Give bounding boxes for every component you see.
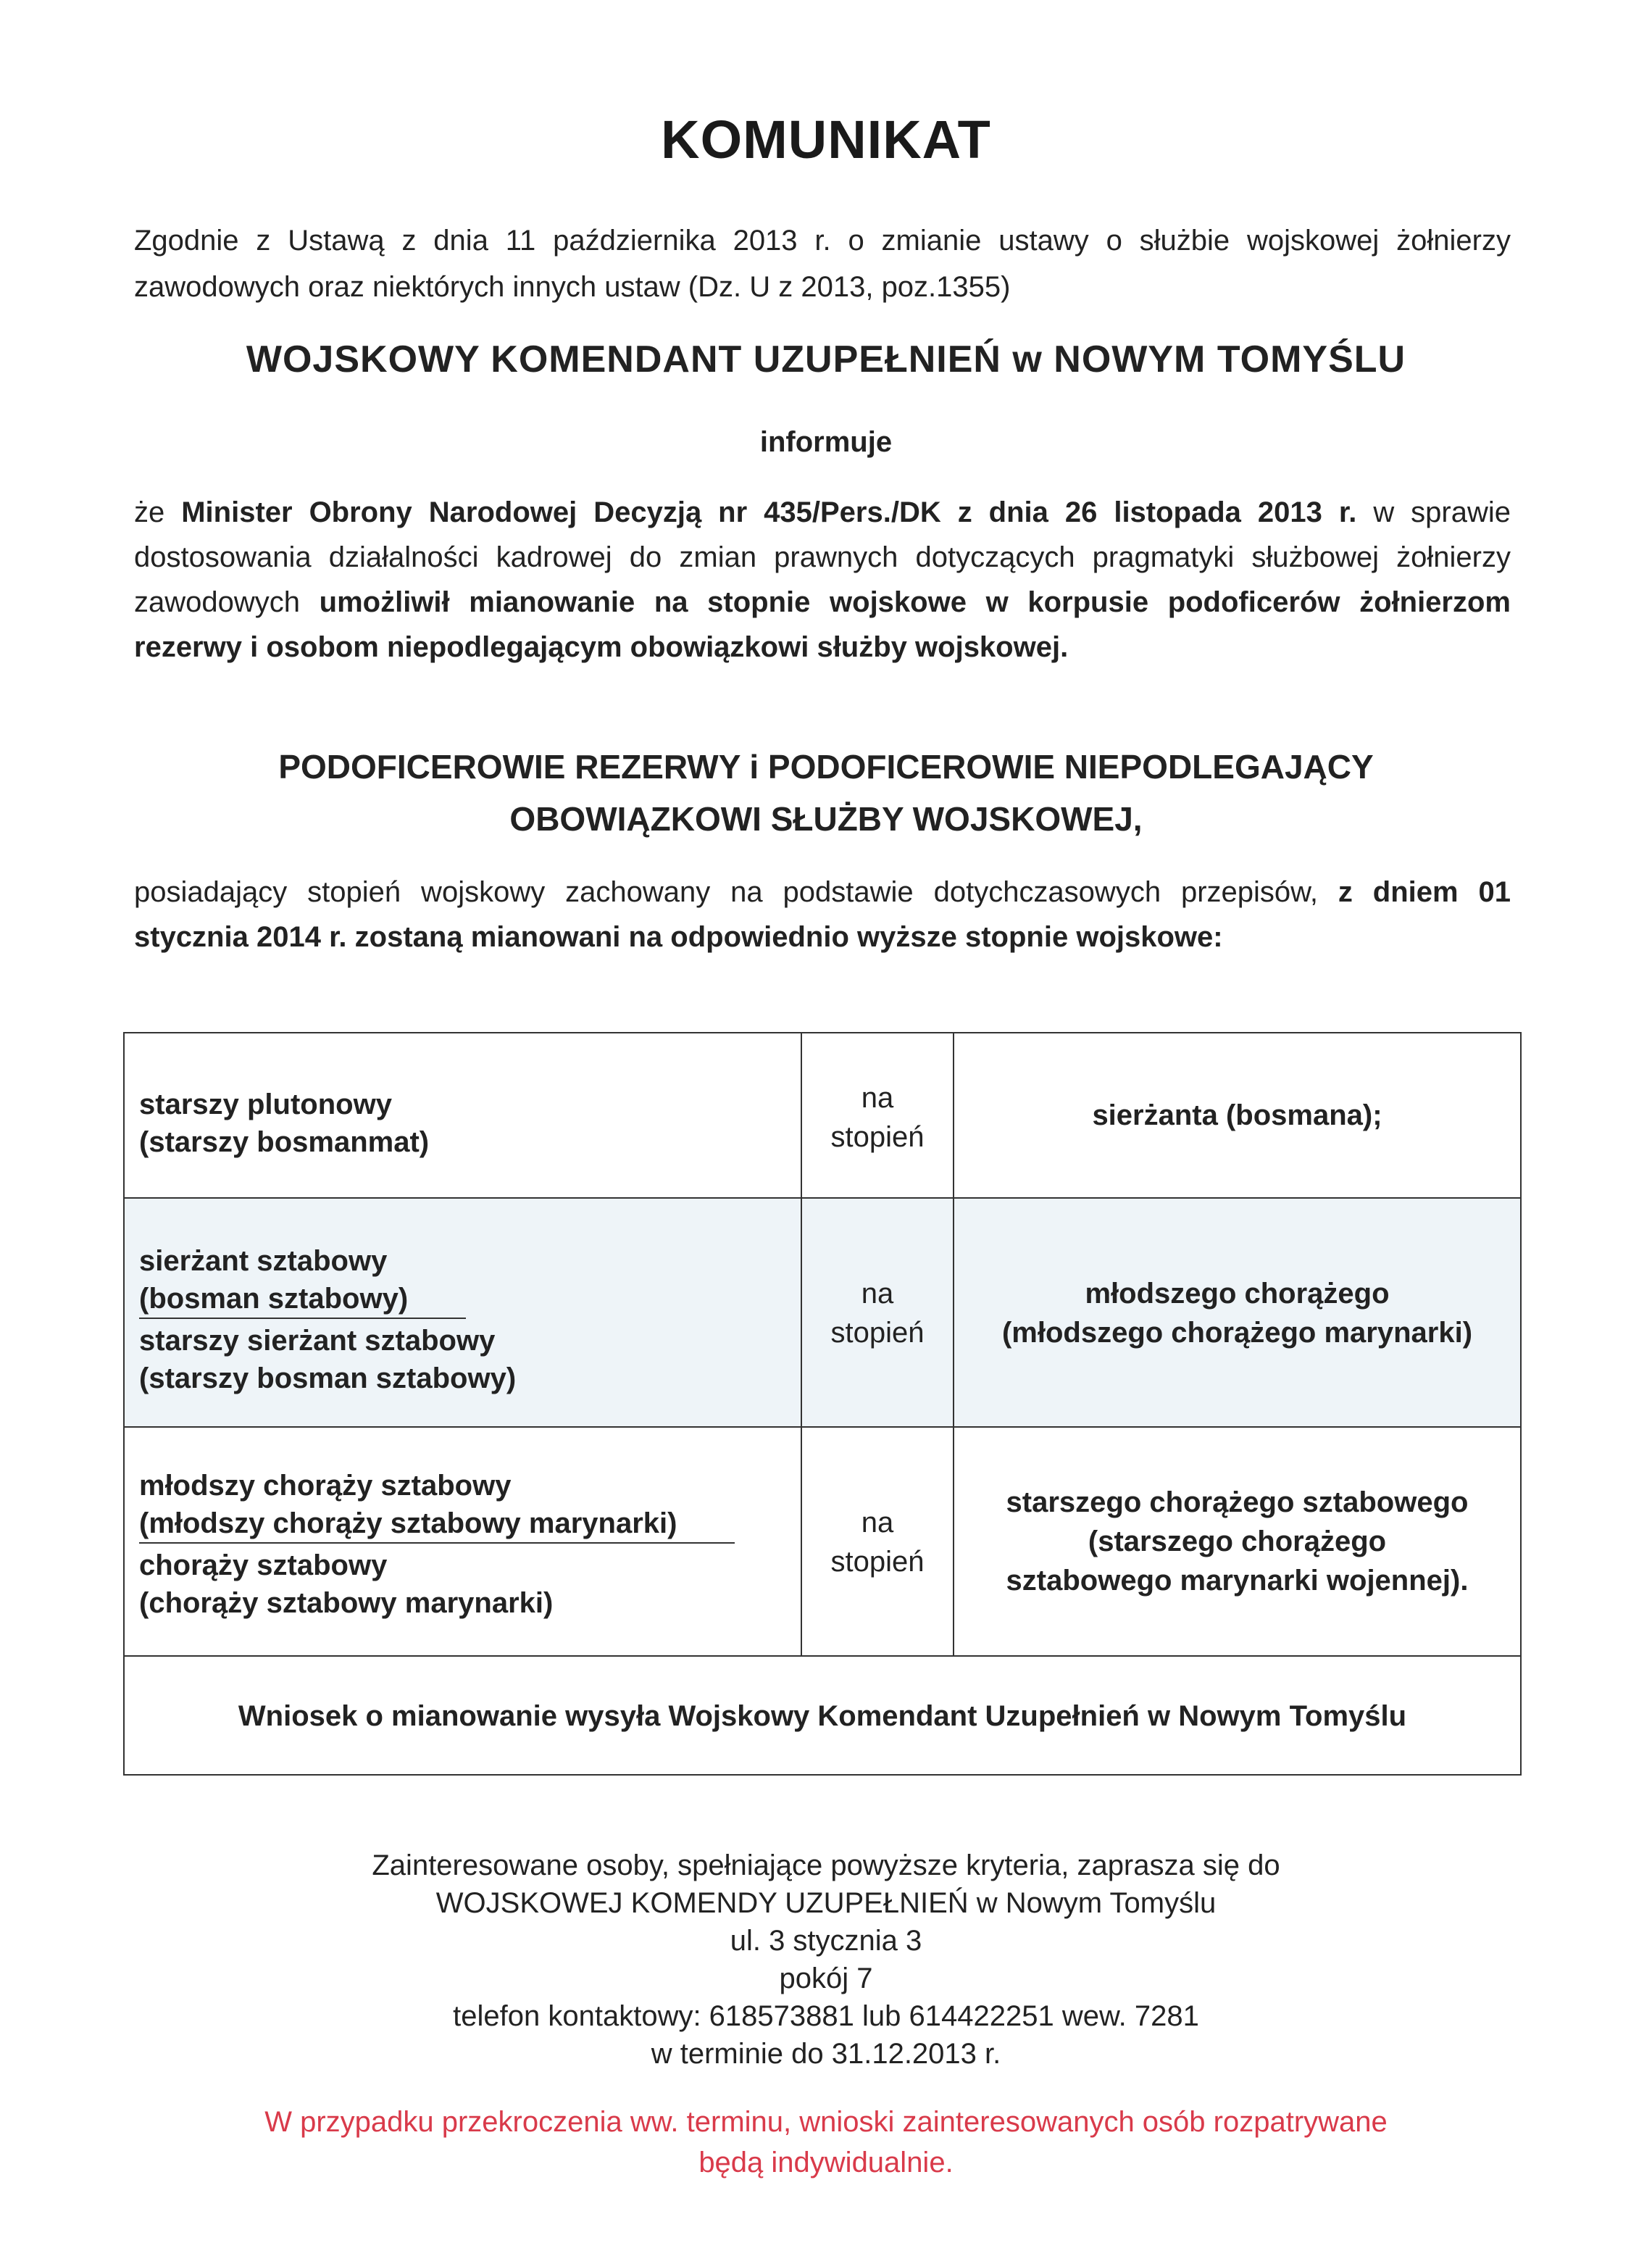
rank-name-naval: (młodszy chorąży sztabowy marynarki) bbox=[139, 1507, 677, 1539]
rank-name: sierżant sztabowy bbox=[139, 1245, 388, 1277]
subheading-line-2: OBOWIĄZKOWI SŁUŻBY WOJSKOWEJ, bbox=[509, 800, 1143, 838]
table-row bbox=[125, 1033, 1520, 1199]
target-rank-line: starszego chorążego sztabowego bbox=[1006, 1486, 1469, 1518]
decision-bold-1: Minister Obrony Narodowej Decyzją nr 435/Pers./DK z dnia 26 listopada 2013 r. bbox=[181, 496, 1357, 528]
na-word: na bbox=[861, 1507, 894, 1539]
stopien-word: stopień bbox=[830, 1121, 925, 1153]
rank-label bbox=[139, 1322, 516, 1397]
contact-line: Zainteresowane osoby, spełniające powyższe kryteria, zaprasza się do bbox=[372, 1849, 1280, 1881]
stopien-word: stopień bbox=[830, 1317, 925, 1349]
table-cell-na-stopien bbox=[802, 1428, 954, 1655]
rank-label bbox=[139, 1547, 553, 1622]
table-cell-na-stopien bbox=[802, 1033, 954, 1197]
intro-text: Zgodnie z Ustawą z dnia 11 października 2013 r. o zmianie ustawy o służbie wojskowej żołnierzy zawodowych oraz niektórych innych ustaw (Dz. U z 2013, poz.1355) bbox=[134, 225, 1511, 303]
promotion-normal: posiadający stopień wojskowy zachowany na podstawie dotychczasowych przepisów, bbox=[134, 876, 1318, 908]
table-cell-na-stopien bbox=[802, 1199, 954, 1426]
warning-line: będą indywidualnie. bbox=[698, 2147, 954, 2178]
decision-paragraph bbox=[134, 490, 1511, 670]
rank-name-naval: (bosman sztabowy) bbox=[139, 1283, 409, 1315]
contact-deadline: w terminie do 31.12.2013 r. bbox=[651, 2038, 1001, 2070]
table-cell-current-rank bbox=[125, 1428, 802, 1655]
rank-label bbox=[139, 1086, 429, 1161]
rank-name: młodszy chorąży sztabowy bbox=[139, 1470, 512, 1502]
subheading-line-1: PODOFICEROWIE REZERWY i PODOFICEROWIE NIEPODLEGAJĄCY bbox=[278, 748, 1374, 786]
rank-name-naval: (starszy bosman sztabowy) bbox=[139, 1362, 517, 1394]
target-rank bbox=[954, 1274, 1520, 1352]
rank-label bbox=[139, 1242, 466, 1319]
contact-address: ul. 3 stycznia 3 bbox=[730, 1925, 922, 1957]
table-row bbox=[125, 1428, 1520, 1657]
decision-normal: w sprawie dostosowania działalności kadrowej do zmian prawnych dotyczących pragmatyki służbowej żołnierzy zawodowych bbox=[134, 496, 1511, 618]
rank-name: starszy plutonowy bbox=[139, 1089, 392, 1120]
contact-line: WOJSKOWEJ KOMENDY UZUPEŁNIEŃ w Nowym Tomyślu bbox=[435, 1887, 1217, 1919]
target-rank-line: (młodszego chorążego marynarki) bbox=[1001, 1317, 1473, 1349]
decision-bold-2: umożliwił mianowanie na stopnie wojskowe w korpusie podoficerów żołnierzom rezerwy i osobom niepodlegającym obowiązkowi służby wojskowej. bbox=[134, 586, 1511, 663]
na-stopien-label bbox=[802, 1503, 953, 1581]
rank-name: starszy sierżant sztabowy bbox=[139, 1325, 496, 1357]
contact-phone: telefon kontaktowy: 618573881 lub 614422251 wew. 7281 bbox=[453, 2000, 1199, 2032]
target-rank-line: (starszego chorążego bbox=[1088, 1526, 1387, 1557]
rank-name-naval: (chorąży sztabowy marynarki) bbox=[139, 1587, 554, 1619]
table-cell-target-rank bbox=[954, 1428, 1520, 1655]
target-rank-line: sztabowego marynarki wojennej). bbox=[1006, 1565, 1469, 1597]
rank-name: chorąży sztabowy bbox=[139, 1549, 388, 1581]
table-cell-current-rank bbox=[125, 1199, 802, 1426]
page-title: KOMUNIKAT bbox=[661, 109, 991, 170]
target-rank bbox=[954, 1483, 1520, 1600]
warning-line: W przypadku przekroczenia ww. terminu, wnioski zainteresowanych osób rozpatrywane bbox=[264, 2106, 1388, 2138]
na-word: na bbox=[861, 1082, 894, 1114]
promotion-paragraph bbox=[134, 870, 1511, 960]
contact-room: pokój 7 bbox=[779, 1963, 873, 1994]
table-footer: Wniosek o mianowanie wysyła Wojskowy Komendant Uzupełnień w Nowym Tomyślu bbox=[238, 1700, 1407, 1732]
promotion-bold: z dniem 01 stycznia 2014 r. zostaną mianowani na odpowiednio wyższe stopnie wojskowe: bbox=[134, 876, 1511, 953]
table-cell-target-rank bbox=[954, 1033, 1520, 1197]
warning-note bbox=[0, 2102, 1652, 2183]
subheading bbox=[0, 741, 1652, 845]
table-cell-current-rank bbox=[125, 1033, 802, 1197]
table-cell-target-rank bbox=[954, 1199, 1520, 1426]
stopien-word: stopień bbox=[830, 1546, 925, 1578]
na-stopien-label bbox=[802, 1274, 953, 1352]
rank-name-naval: (starszy bosmanmat) bbox=[139, 1126, 430, 1158]
rank-label bbox=[139, 1467, 735, 1544]
target-rank-line: młodszego chorążego bbox=[1085, 1278, 1390, 1310]
table-row bbox=[125, 1199, 1520, 1428]
rank-table bbox=[123, 1032, 1522, 1776]
informuje-heading: informuje bbox=[759, 426, 893, 458]
commander-heading: WOJSKOWY KOMENDANT UZUPEŁNIEŃ w NOWYM TOMYŚLU bbox=[246, 338, 1406, 380]
na-stopien-label bbox=[802, 1078, 953, 1157]
decision-prefix: że bbox=[134, 496, 165, 528]
na-word: na bbox=[861, 1278, 894, 1310]
target-rank: sierżanta (bosmana); bbox=[1092, 1099, 1382, 1131]
contact-block bbox=[0, 1847, 1652, 2073]
